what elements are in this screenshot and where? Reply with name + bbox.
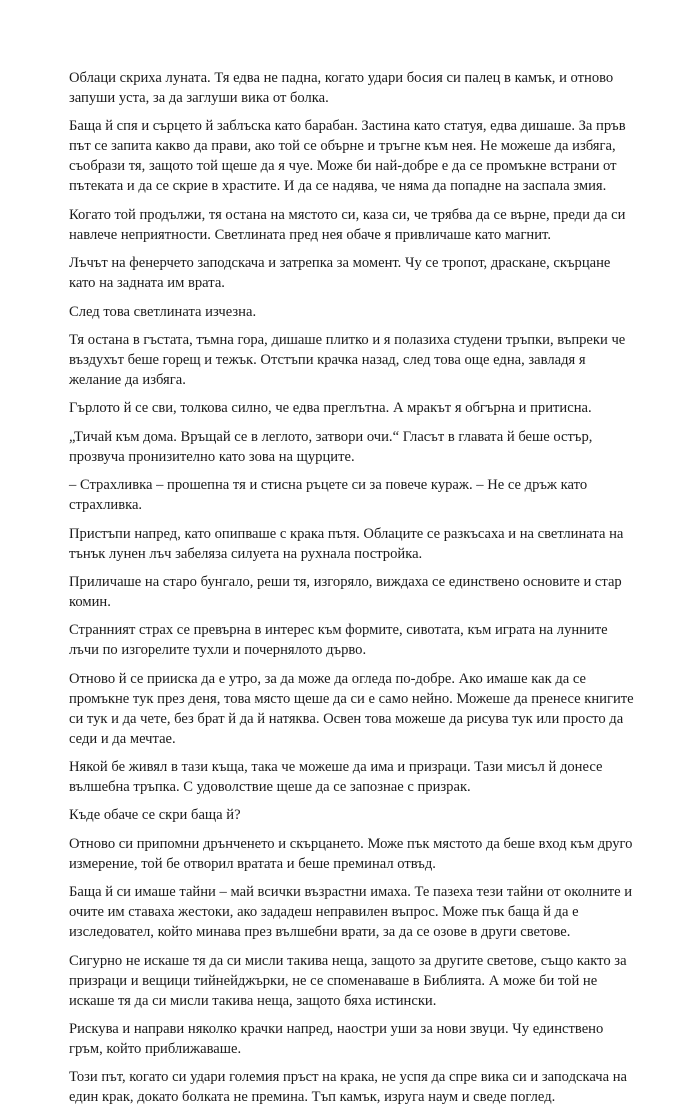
paragraph-12: Странният страх се превърна в интерес към формите, сивотата, към играта на лунните лъчи по изгорелите тухли и почернялото дърво.	[69, 622, 608, 659]
paragraph-10: Пристъпи напред, като опипваше с крака пътя. Облаците се разкъсаха и на светлината на тънък лунен лъч забеляза силуета на рухнала постройка.	[69, 525, 624, 562]
paragraph-13: Отново й се прииска да е утро, за да може да огледа по-добре. Ако имаше как да се промъкне тук през деня, това място щеше да си е само нейно. Можеше да пренесе книгите си тук и да чете, без брат й да й натяква. Освен това можеше да рисува тук или просто да седи и да мечтае.	[69, 670, 634, 747]
paragraph-18: Сигурно не искаше тя да си мисли такива неща, защото за другите светове, също както за призраци и вещици тийнейджърки, не се споменаваше в Библията. А може би той не искаше тя да си мисли такива неща, защото бяха истински.	[69, 952, 627, 1009]
paragraph-7: Гърлото й се сви, толкова силно, че едва преглътна. А мракът я обгърна и притисна.	[69, 400, 592, 417]
paragraph-5: След това светлината изчезна.	[69, 303, 257, 320]
paragraph-3: Когато той продължи, тя остана на мястото си, каза си, че трябва да се върне, преди да си навлече неприятности. Светлината пред нея обаче я привличаше като магнит.	[69, 206, 626, 243]
paragraph-15: Къде обаче се скри баща й?	[69, 807, 241, 824]
paragraph-14: Някой бе живял в тази къща, така че можеше да има и призраци. Тази мисъл й донесе вълшебна тръпка. С удоволствие щеше да се запознае с призрак.	[69, 759, 603, 796]
paragraph-9: – Страхливка – прошепна тя и стисна ръцете си за повече кураж. – Не се дръж като страхливка.	[69, 477, 588, 514]
paragraph-1: Облаци скриха луната. Тя едва не падна, когато удари босия си палец в камък, и отново запуши уста, за да заглуши вика от болка.	[69, 70, 614, 106]
paragraph-11: Приличаше на старо бунгало, реши тя, изгоряло, виждаха се единствено основите и стар комин.	[69, 573, 622, 610]
paragraph-19: Рискува и направи няколко крачки напред, наостри уши за нови звуци. Чу единствено гръм, който приближаваше.	[69, 1021, 604, 1058]
document-page	[69, 68, 634, 1116]
paragraph-8: „Тичай към дома. Връщай се в леглото, затвори очи.“ Гласът в главата й беше остър, прозвуча пронизително като зова на щурците.	[69, 428, 593, 465]
paragraph-6: Тя остана в гъстата, тъмна гора, дишаше плитко и я полазиха студени тръпки, въпреки че въздухът беше горещ и тежък. Отстъпи крачка назад, след това още една, завладя я желание да избяга.	[69, 331, 626, 388]
paragraph-2: Баща й спя и сърцето й заблъска като барабан. Застина като статуя, едва дишаше. За пръв път се запита какво да прави, ако той се обърне и тръгне към нея. Не можеше да избяга, съобрази тя, защото той щеше да я чуе. Може би най-добре е да се промъкне встрани от пътеката и да се скрие в храстите. И да се надява, че няма да попадне на заспала змия.	[69, 118, 626, 195]
paragraph-17: Баща й си имаше тайни – май всички възрастни имаха. Те пазеха тези тайни от околните и очите им ставаха жестоки, ако зададеш неправилен въпрос. Може пък баща й да е изследовател, който минава през вълшебни врати, за да се озове в други светове.	[69, 884, 633, 941]
paragraph-16: Отново си припомни дрънченето и скърцането. Може пък мястото да беше вход към друго измерение, той бе отворил вратата и беше преминал отвъд.	[69, 835, 633, 872]
paragraph-20: Този път, когато си удари големия пръст на крака, не успя да спре вика си и заподскача на един крак, докато болката не премина. Тъп камък, изруга наум и сведе поглед.	[69, 1069, 627, 1106]
paragraph-4: Лъчът на фенерчето заподскача и затрепка за момент. Чу се тропот, драскане, скърцане като на задната им врата.	[69, 255, 611, 292]
